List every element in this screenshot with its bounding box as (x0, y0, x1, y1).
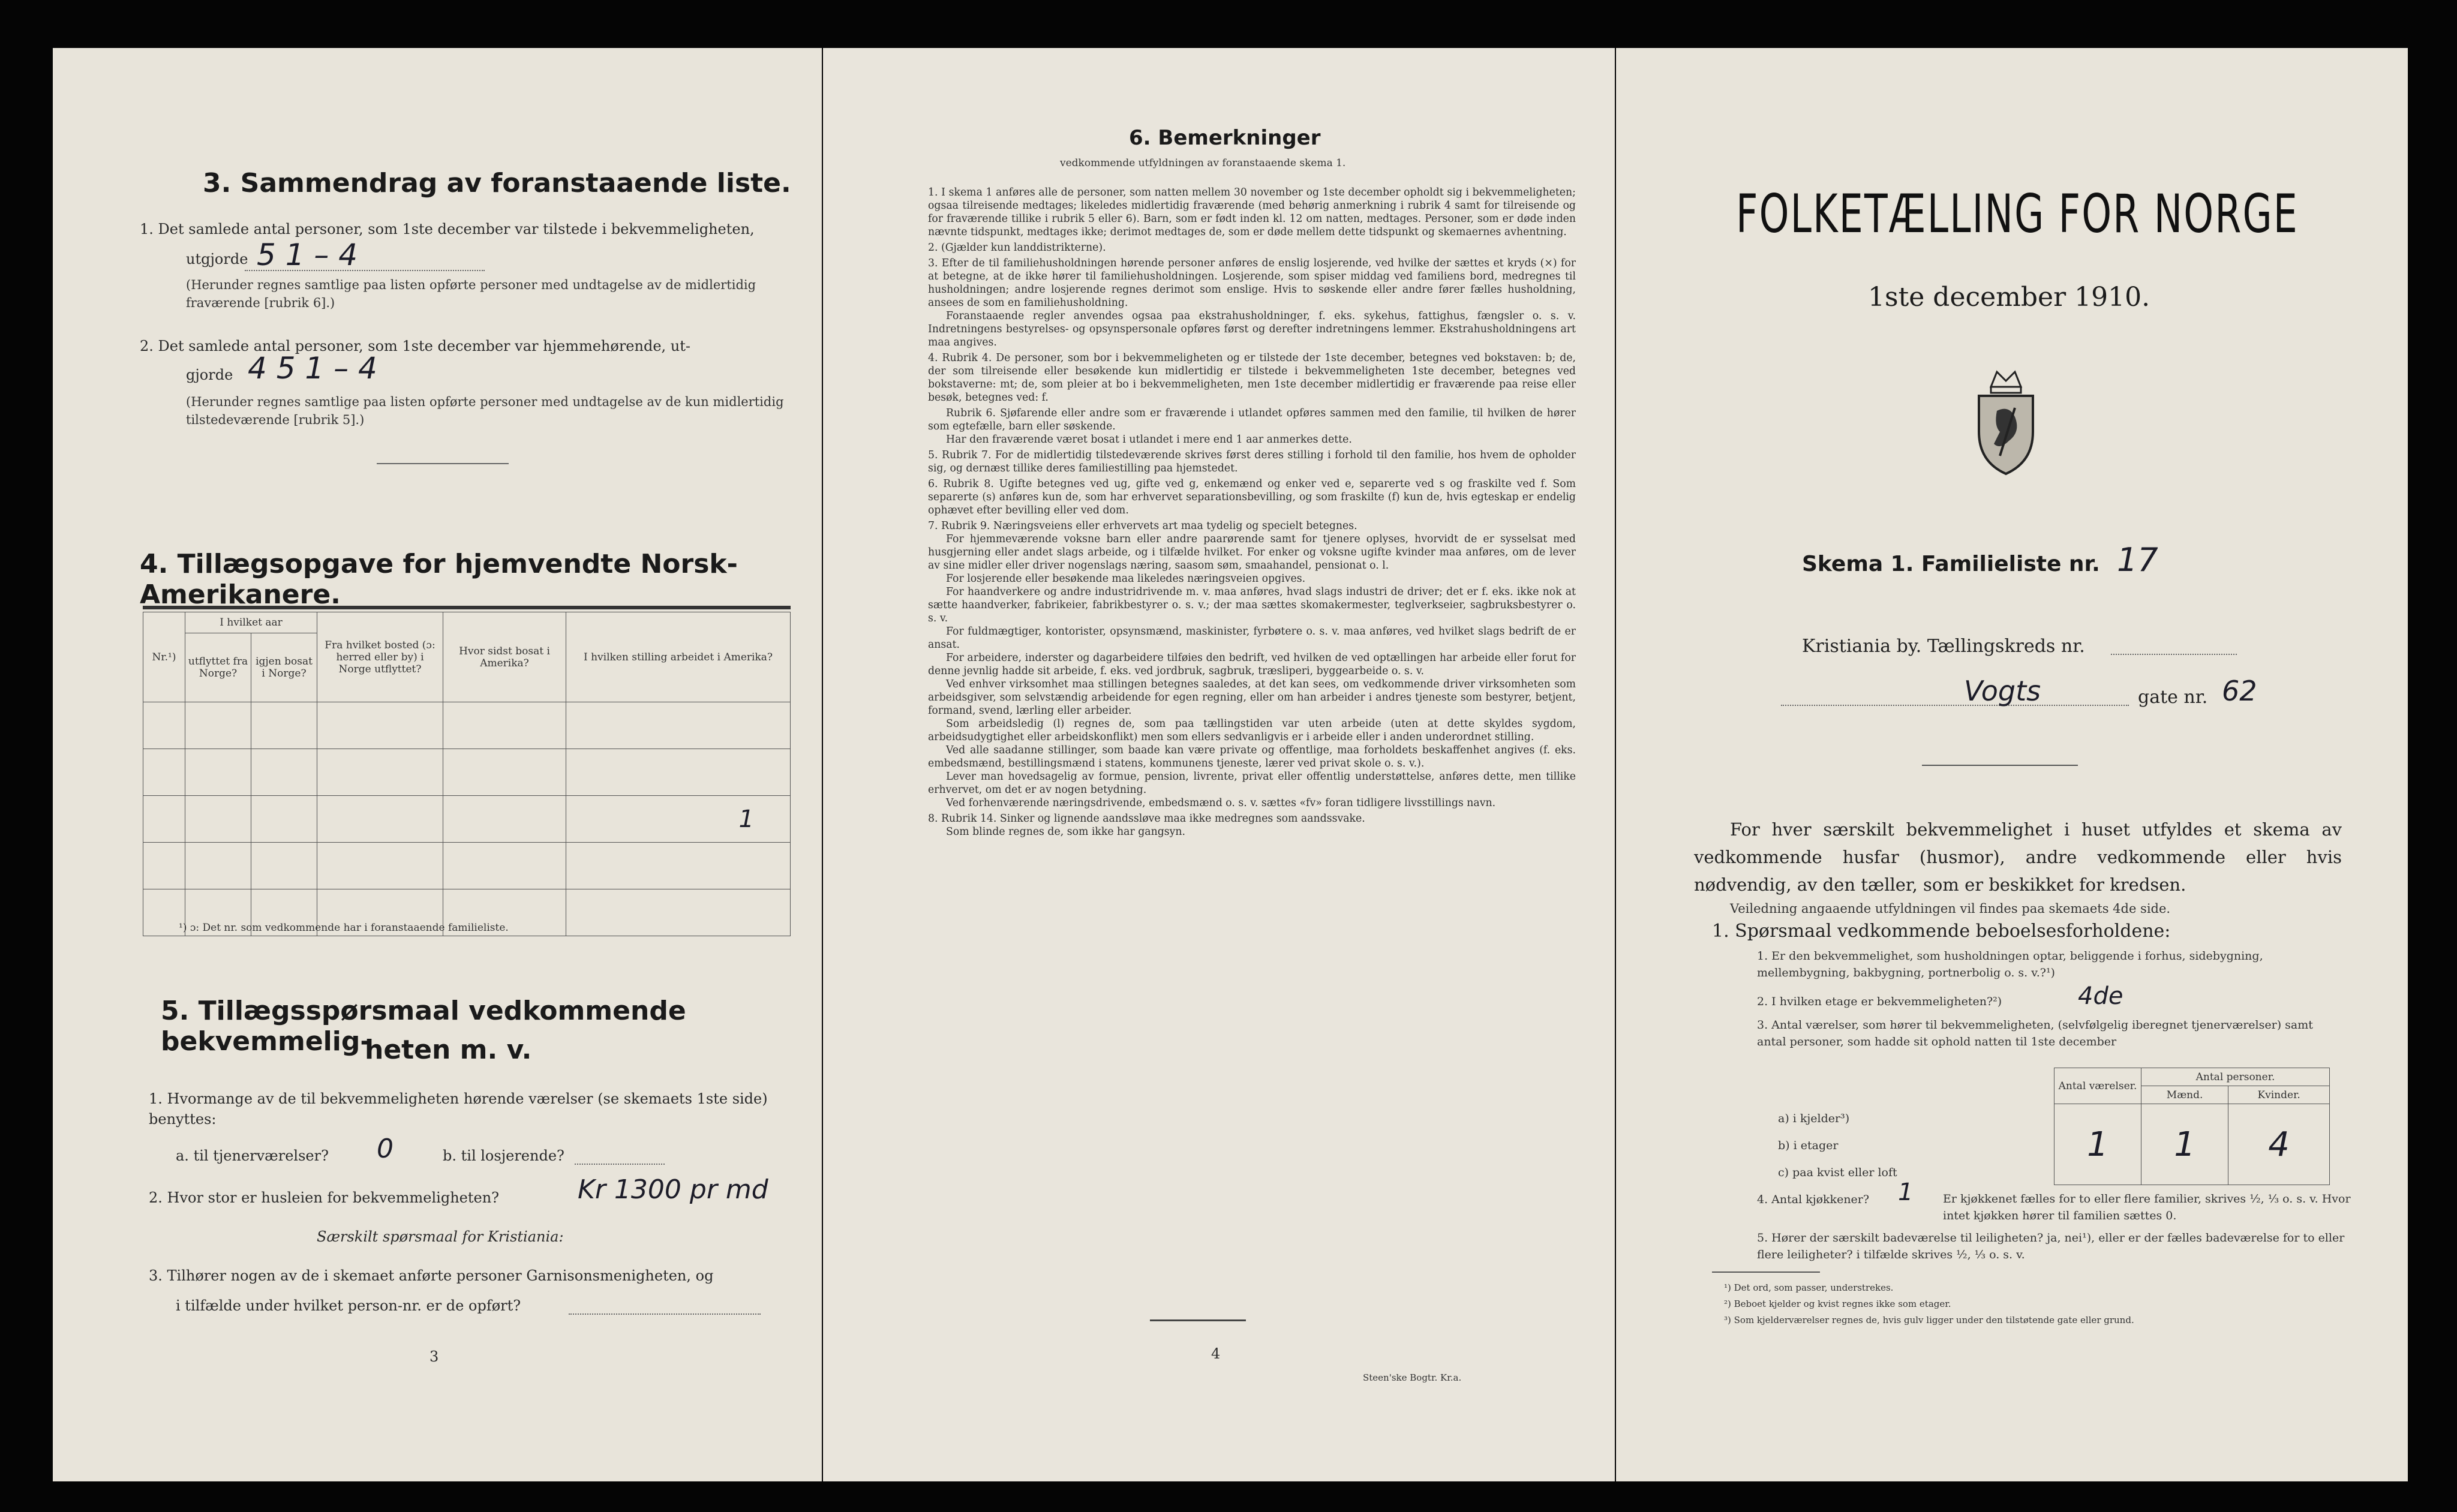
intro-text: For hver særskilt bekvemmelighet i huset utfyldes et skema av vedkommende husfar (husmor), andre vedkommende eller hvis nødvendig, av den tæller, som er beskikket for kredsen. (1694, 819, 2342, 895)
sec5-title: 5. Tillægsspørsmaal vedkommende bekvemmelig- (161, 996, 686, 1057)
census-date: 1ste december 1910. (1868, 282, 2150, 312)
col-antal-personer: Antal personer. (2141, 1068, 2330, 1086)
coat-of-arms-icon (1964, 360, 2048, 480)
sec5-q3-line (569, 1313, 761, 1315)
sec5-q1a: a. til tjenerværelser? (176, 1147, 329, 1164)
rooms-persons-table (2054, 1068, 2330, 1185)
note-7f: For arbeidere, inderster og dagarbeidere tilføies den bedrift, ved hvilken de ved optællingen har arbeide eller forut for denne jevnlig hadde sit arbeide, f. eks. ved jordbruk, sagbruk, træsliperi, byggearbeide o. s. v. (928, 652, 1576, 677)
sec5-q1b-line (575, 1164, 665, 1165)
row-c-label: c) paa kvist eller loft (1778, 1166, 1897, 1179)
footnote-2: ²) Beboet kjelder og kvist regnes ikke som etager. (1724, 1298, 1951, 1309)
question-5: 5. Hører der særskilt badeværelse til leiligheten? ja, nei¹), eller er der fælles badeværelse for to eller flere leiligheter? i tilfælde skrives ½, ⅓ o. s. v. (1757, 1231, 2345, 1261)
question-1: 1. Er den bekvemmelighet, som husholdningen optar, beliggende i forhus, sidebygning, mellembygning, bakbygning, portnerbolig o. s. v.?¹) (1757, 949, 2263, 979)
note-8b: Som blinde regnes de, som ikke har gangsyn. (946, 826, 1186, 838)
printer-mark: Steen'ske Bogtr. Kr.a. (1363, 1372, 1462, 1383)
note-7j: Lever man hovedsagelig av formue, pension, livrente, privat eller offentlig understøttelse, anføres dette, men tillike erhvervet, om det er av nogen betydning. (928, 771, 1576, 796)
col-fra-hvilket: Fra hvilket bosted (ɔ: herred eller by) i Norge utflyttet? (317, 612, 443, 702)
divider (1922, 765, 2078, 766)
sec3-item2: 2. Det samlede antal personer, som 1ste december var hjemmehørende, ut- (140, 338, 690, 354)
gate-nr-handwriting: 62 (2222, 675, 2257, 707)
sec3-item1-line (245, 270, 485, 271)
middle-page (823, 48, 1615, 1481)
note-3b: Foranstaaende regler anvendes ogsaa paa ekstrahusholdninger, f. eks. sykehus, fattighus, fængsler o. s. v. Indretningens bestyrelses- og opsynspersonale opføres først og derefter indretningens lemmer. Ekstrahusholdningens art maa angives. (928, 310, 1576, 348)
col-i-hvilket-aar: I hvilket aar (185, 612, 317, 633)
col-hvor-sidst: Hvor sidst bosat i Amerika? (443, 612, 566, 702)
street-line (1781, 705, 2129, 706)
col-utflyttet: utflyttet fra Norge? (185, 633, 251, 702)
note-7i: Ved alle saadanne stillinger, som baade kan være private og offentlige, maa forholdets beskaffenhet angives (f. eks. embedsmænd, bestillingsmænd i statens, kommunens tjeneste, lærer ved privat skole o. s. v.). (928, 744, 1576, 769)
etage-handwriting: 4de (2078, 982, 2123, 1010)
note-4c: Har den fraværende været bosat i utlandet i mere end 1 aar anmerkes dette. (946, 434, 1352, 446)
sec3-item2-note: (Herunder regnes samtlige paa listen opførte personer med undtagelse av de kun midlertidig tilstedeværende [rubrik 5].) (186, 395, 784, 427)
taellingskreds-line (2111, 654, 2237, 655)
col-kvinder: Kvinder. (2228, 1086, 2330, 1104)
familieliste-nr-handwriting: 17 (2117, 541, 2158, 579)
sec5-title-2: heten m. v. (365, 1035, 532, 1065)
page-number-4: 4 (1211, 1345, 1221, 1362)
right-page (1616, 48, 2408, 1481)
divider (377, 463, 509, 464)
note-1: 1. I skema 1 anføres alle de personer, som natten mellem 30 november og 1ste december opholdt sig i bekvemmeligheten; ogsaa tilreisende medtages; likeledes midlertidig fraværende (med behørig anmerkning i rubrik 4 samt for tilreisende og for fraværende tillike i rubrik 5 eller 6). Barn, som er født inden kl. 12 om natten, medtages. Personer, som er døde inden nævnte tidspunkt, medtages ikke; derimot medtages de, som er døde mellem dette tidspunkt og skemaernes avhentning. (928, 187, 1576, 238)
sec3-item2-handwriting: 4 5 1 – 4 (248, 351, 377, 386)
note-6: 6. Rubrik 8. Ugifte betegnes ved ug, gifte ved g, enkemænd og enker ved e, separerte ved s og fraskilte ved f. Som separerte (s) anføres kun de, som har erhvervet separationsbevilling, og som fraskilte (f) kun de, hvis egteskap er endelig ophævet efter bevilling eller ved dom. (928, 478, 1576, 516)
note-2: 2. (Gjælder kun landdistrikterne). (928, 242, 1106, 254)
col-nr: Nr.¹) (143, 612, 185, 702)
norsk-amerikanere-table (143, 612, 791, 936)
table-mark: 1 (566, 796, 791, 843)
footnote-3: ³) Som kjelderværelser regnes de, hvis gulv ligger under den tilstøtende gate eller grund. (1724, 1315, 2134, 1325)
footnote-rule (1712, 1271, 1820, 1273)
question-3: 3. Antal værelser, som hører til bekvemmeligheten, (selvfølgelig iberegnet tjenerværelser) samt antal personer, som hadde sit ophold natten til 1ste december (1757, 1018, 2313, 1048)
sec5-q2-handwriting: Kr 1300 pr md (578, 1174, 768, 1205)
sec5-q2: 2. Hvor stor er husleien for bekvemmeligheten? (149, 1189, 500, 1206)
divider (1150, 1319, 1246, 1321)
sec3-item1: 1. Det samlede antal personer, som 1ste december var tilstede i bekvemmeligheten, (140, 221, 755, 238)
question-4: 4. Antal kjøkkener? (1757, 1193, 1870, 1206)
footnote-1: ¹) Det ord, som passer, understrekes. (1724, 1282, 1894, 1293)
col-maend: Mænd. (2141, 1086, 2228, 1104)
sec3-title: 3. Sammendrag av foranstaaende liste. (203, 168, 791, 199)
note-4: 4. Rubrik 4. De personer, som bor i bekvemmeligheten og er tilstede der 1ste december, betegnes ved bokstaven: b; de, der som tilreisende eller besøkende kun midlertidig er tilstede i bekvemmeligheten 1ste december, betegnes ved bokstaverne: mt; de, som pleier at bo i bekvemmeligheten, men 1ste december midlertidig er fraværende paa reise eller besøk, betegnes ved: f. (928, 352, 1576, 404)
row-b-label: b) i etager (1778, 1139, 1839, 1152)
note-7k: Ved forhenværende næringsdrivende, embedsmænd o. s. v. sættes «fv» foran tidligere livsstillings navn. (946, 797, 1496, 809)
question-2: 2. I hvilken etage er bekvemmeligheten?²) (1757, 995, 2002, 1008)
questions-heading: 1. Spørsmaal vedkommende beboelsesforholdene: (1712, 921, 2171, 942)
sec3-item2-lead: gjorde (186, 366, 233, 383)
col-stilling: I hvilken stilling arbeidet i Amerika? (566, 612, 791, 702)
note-7e: For fuldmægtiger, kontorister, opsynsmænd, maskinister, fyrbøtere o. s. v. maa anføres, ved hvilket slags bedrift de er ansat. (928, 626, 1576, 651)
note-3: 3. Efter de til familiehusholdningen hørende personer anføres de enslig losjerende, ved hvilke der sættes et kryds (×) for at betegne, at de ikke hører til familiehusholdningen. Losjerende, som spiser middag ved familiens bord, medregnes til husholdningen; andre losjerende regnes derimot som enslige. Hvis to søskende eller andre fører fælles husholdning, ansees de som en familiehusholdning. (928, 257, 1576, 309)
note-5: 5. Rubrik 7. For de midlertidig tilstedeværende skrives først deres stilling i forhold til den familie, hos hvem de opholder sig, og dernæst tillike deres familiestilling paa hjemstedet. (928, 449, 1576, 474)
left-page (53, 48, 822, 1481)
bemerkninger-subtitle: vedkommende utfyldningen av foranstaaende skema 1. (1060, 157, 1346, 169)
sec3-item1-note: (Herunder regnes samtlige paa listen opførte personer med undtagelse av de midlertidig fraværende [rubrik 6].) (186, 278, 756, 310)
value-vaerelser: 1 (2054, 1104, 2141, 1185)
kjokken-handwriting: 1 (1898, 1179, 1914, 1206)
sec3-item1-lead: utgjorde (186, 251, 248, 267)
col-igjen: igjen bosat i Norge? (251, 633, 317, 702)
bemerkninger-body (928, 186, 1576, 838)
col-antal-vaerelser: Antal værelser. (2054, 1068, 2141, 1104)
note-7h: Som arbeidsledig (l) regnes de, som paa tællingstiden var uten arbeide (uten at dette skyldes sygdom, arbeidsudygtighet eller arbeidskonflikt) men som ellers sedvanligvis er i arbeide eller i anden underordnet stilling. (928, 718, 1576, 743)
note-4b: Rubrik 6. Sjøfarende eller andre som er fraværende i utlandet opføres sammen med den familie, til hvilken de hører som egtefælle, barn eller søskende. (928, 407, 1576, 432)
table-top-rule (143, 606, 791, 609)
note-7b: For hjemmeværende voksne barn eller andre paarørende samt for tjenere oplyses, hvorvidt de er sysselsat med husgjerning eller andet slags arbeide, og i tilfælde hvilket. For enker og voksne ugifte kvinder maa anføres, om de lever av sine midler eller driver nogenslags næring, saasom søm, smaahandel, pensionat o. l. (928, 533, 1576, 572)
city-line: Kristiania by. Tællingskreds nr. (1802, 636, 2085, 657)
gate-label: gate nr. (2138, 687, 2208, 708)
bemerkninger-title: 6. Bemerkninger (1129, 126, 1321, 150)
street-handwriting: Vogts (1964, 675, 2041, 707)
sec5-q1: 1. Hvormange av de til bekvemmeligheten hørende værelser (se skemaets 1ste side) benyttes: (149, 1090, 768, 1128)
note-7: 7. Rubrik 9. Næringsveiens eller erhvervets art maa tydelig og specielt betegnes. (928, 520, 1357, 532)
guidance-text: Veiledning angaaende utfyldningen vil findes paa skemaets 4de side. (1730, 901, 2171, 916)
sec5-q3: 3. Tilhører nogen av de i skemaet anførte personer Garnisonsmenigheten, og (149, 1267, 714, 1284)
value-kvinder: 4 (2228, 1104, 2330, 1185)
note-7g: Ved enhver virksomhet maa stillingen betegnes saaledes, at det kan sees, om vedkommende driver virksomheten som arbeidsgiver, som selvstændig arbeidende for egen regning, eller om han arbeider i andres tjeneste som bestyrer, betjent, formand, svend, lærling eller arbeider. (928, 678, 1576, 717)
table-footnote: ¹) ɔ: Det nr. som vedkommende har i foranstaaende familieliste. (179, 922, 509, 934)
question-4-rest: Er kjøkkenet fælles for to eller flere familier, skrives ½, ⅓ o. s. v. Hvor intet kjøkken hører til familien sættes 0. (1943, 1192, 2351, 1222)
sec5-q1b: b. til losjerende? (443, 1147, 564, 1164)
page-number-3: 3 (429, 1348, 439, 1365)
sec5-subheading: Særskilt spørsmaal for Kristiania: (317, 1228, 564, 1245)
sec3-item1-handwriting: 5 1 – 4 (257, 238, 358, 272)
value-maend: 1 (2141, 1104, 2228, 1185)
note-8: 8. Rubrik 14. Sinker og lignende aandssløve maa ikke medregnes som aandssvake. (928, 813, 1365, 825)
sec5-q3b: i tilfælde under hvilket person-nr. er de opført? (176, 1297, 521, 1314)
row-a-label: a) i kjelder³) (1778, 1112, 1850, 1125)
note-7c: For losjerende eller besøkende maa likeledes næringsveien opgives. (946, 573, 1306, 585)
note-7d: For haandverkere og andre industridrivende m. v. maa anføres, hvad slags industri de driver; det er f. eks. ikke nok at sætte haandverker, fabrikeier, fabrikbestyrer o. s. v.; der maa sættes skomakermester, teglverkseier, sagbruksbestyrer o. s. v. (928, 586, 1576, 624)
sec5-q1a-handwriting: 0 (377, 1134, 394, 1164)
sec4-title: 4. Tillægsopgave for hjemvendte Norsk-Amerikanere. (140, 549, 738, 610)
schema-label: Skema 1. Familieliste nr. (1802, 552, 2100, 576)
main-title: FOLKETÆLLING FOR NORGE (1736, 183, 2299, 245)
